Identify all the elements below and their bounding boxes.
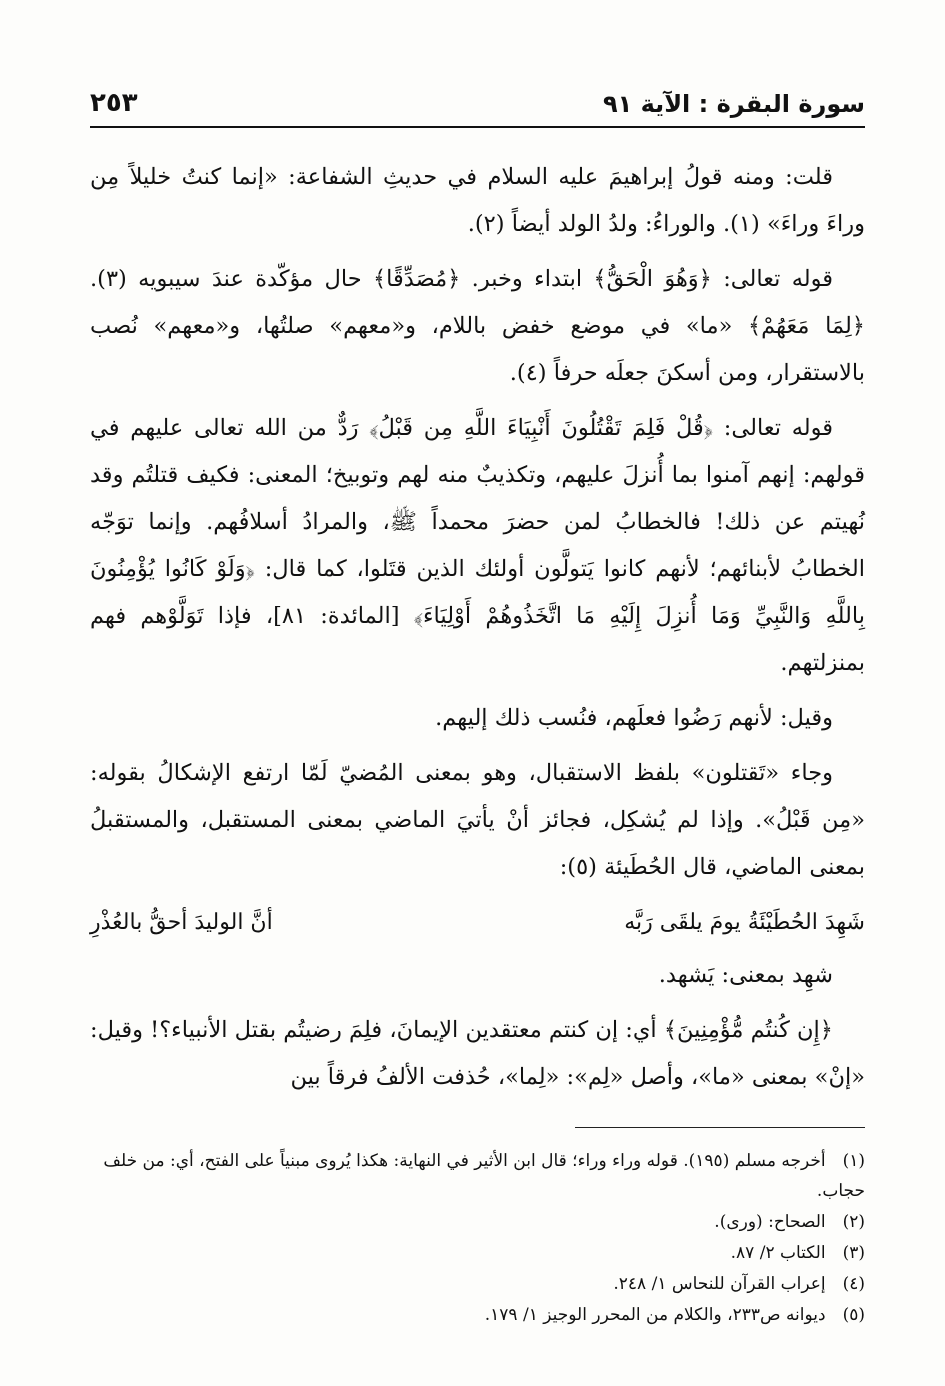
paragraph-7: ﴿إِن كُنتُم مُّؤْمِنِينَ﴾ أي: إن كنتم معتقدين الإيمانَ، فلِمَ رضيتُم بقتل الأنبياء؟! وقيل: «إنْ» بمعنى «ما»، وأصل «لِم»: «لِما»، حُذفت الألفُ فرقاً بين: [90, 1017, 865, 1090]
footnote-number: (٢): [842, 1212, 865, 1232]
footnote-separator: [575, 1127, 865, 1128]
verse-first-hemistich: شَهِدَ الحُطَيْئَةُ يومَ يلقَى رَبَّه: [624, 910, 865, 935]
footnote-4: [90, 1269, 865, 1299]
footnote-text: الكتاب ٢/ ٨٧.: [730, 1243, 826, 1263]
footnotes: [90, 1146, 865, 1330]
footnote-number: (١): [842, 1151, 865, 1171]
chapter-title: سورة البقرة : الآية ٩١: [602, 90, 865, 118]
book-page: [90, 88, 865, 1331]
footnote-number: (٤): [842, 1274, 865, 1294]
paragraph-5: وجاء «تَقتلون» بلفظ الاستقبال، وهو بمعنى المُضيّ لَمّا ارتفع الإشكالُ بقوله: «مِن قَبْلُ». وإذا لم يُشكِل، فجائز أنْ يأتيَ الماضي بمعنى المستقبل، والمستقبلُ بمعنى الماضي، قال الحُطَيئة (٥):: [90, 760, 865, 880]
paragraph-2: قوله تعالى: ﴿وَهُوَ الْحَقُّ﴾ ابتداء وخبر. ﴿مُصَدِّقًا﴾ حال مؤكّدة عندَ سيبويه (٣). ﴿لِمَا مَعَهُمْ﴾ «ما» في موضع خفض باللام، و«معهم» صلتُها، و«معهم» نُصب بالاستقرار، ومن أسكنَ جعلَه حرفاً (٤).: [90, 266, 865, 386]
main-text: [90, 154, 865, 1101]
poetry-verse: [90, 899, 865, 946]
footnote-5: [90, 1300, 865, 1330]
footnote-2: [90, 1207, 865, 1237]
paragraph-1: قلت: ومنه قولُ إبراهيمَ عليه السلام في حديثِ الشفاعة: «إنما كنتُ خليلاً مِن وراءَ وراءَ» (١). والوراءُ: ولدُ الولد أيضاً (٢).: [90, 164, 865, 237]
paragraph-4: وقيل: لأنهم رَضُوا فعلَهم، فنُسب ذلك إليهم.: [435, 705, 833, 731]
footnote-number: (٣): [842, 1243, 865, 1263]
running-header: [90, 88, 865, 128]
footnote-text: الصحاح: (ورى).: [714, 1212, 826, 1232]
paragraph-3: قوله تعالى: ﴿قُلْ فَلِمَ تَقْتُلُونَ أَنْبِيَاءَ اللَّهِ مِن قَبْلُ﴾ رَدٌّ من الله تعالى عليهم في قولهم: إنهم آمنوا بما أُنزلَ عليهم، وتكذيبٌ منه لهم وتوبيخ؛ المعنى: فكيف قتلتُم وقد نُهيتم عن ذلك! فالخطابُ لمن حضرَ محمداً ﷺ، والمرادُ أسلافُهم. وإنما توَجّه الخطابُ لأبنائهم؛ لأنهم كانوا يَتولَّون أولئك الذين قتَلوا، كما قال: ﴿وَلَوْ كَانُوا يُؤْمِنُونَ بِاللَّهِ وَالنَّبِيِّ وَمَا أُنزِلَ إِلَيْهِ مَا اتَّخَذُوهُمْ أَوْلِيَاءَ﴾ [المائدة: ٨١]، فإذا تَوَلَّوْهم فهم بمنزلتهم.: [90, 415, 865, 676]
footnote-text: ديوانه ص٢٣٣، والكلام من المحرر الوجيز ١/ ١٧٩.: [484, 1305, 826, 1325]
footnote-text: إعراب القرآن للنحاس ١/ ٢٤٨.: [613, 1274, 826, 1294]
footnote-number: (٥): [842, 1305, 865, 1325]
footnote-text: أخرجه مسلم (١٩٥). قوله وراء وراء؛ قال ابن الأثير في النهاية: هكذا يُروى مبنياً على الفتح، أي: من خلف حجاب.: [103, 1151, 865, 1201]
verse-second-hemistich: أنَّ الوليدَ أحقُّ بالعُذْرِ: [90, 910, 273, 935]
page-number: ٢٥٣: [90, 88, 138, 118]
footnote-1: [90, 1146, 865, 1206]
paragraph-6: شهِد بمعنى: يَشهد.: [658, 962, 833, 988]
footnote-3: [90, 1238, 865, 1268]
